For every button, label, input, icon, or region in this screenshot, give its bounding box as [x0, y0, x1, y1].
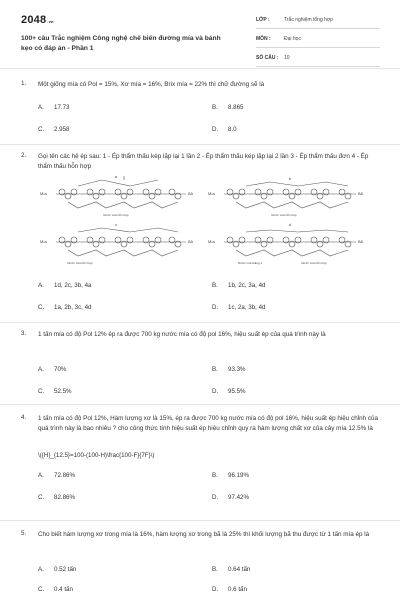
option-a[interactable]: A. 0.52 tấn [38, 566, 77, 573]
option-a[interactable]: A. 70% [38, 366, 67, 373]
option-d[interactable]: D. 95.5% [212, 388, 246, 395]
diagram-water-d2: Nước mía hỗn hợp [301, 261, 327, 265]
option-d[interactable]: D. 0.6 tấn [212, 586, 247, 593]
question-number: 3. [21, 330, 27, 337]
diagram-outlet-c: Bã [188, 239, 193, 244]
meta-subject-label: MÔN : [256, 36, 271, 42]
meta-subject-row [256, 33, 380, 48]
option-b[interactable]: B. 93.3% [212, 366, 246, 373]
option-a[interactable]: A. 72.86% [38, 472, 75, 479]
option-c[interactable]: C. 82.86% [38, 494, 75, 501]
question-text: 1 tấn mía có độ Pol 12%, Hàm lượng xơ là 15%, ép ra được 700 kg nước mía có độ pol 16%, hiệu suất ép hiệu chỉnh của quá trình này là bao nhiêu ? cho công thức tính hiệu suất ép hiệu chỉnh quy ra hàm lượng chất xơ của cây mía 12.5% là [38, 415, 378, 432]
option-b[interactable]: B. 8.865 [212, 104, 244, 111]
site-logo[interactable]: 2048.vn [21, 14, 54, 26]
meta-subject-value: Đại học [284, 36, 301, 42]
diagram-water-d1: Nước mía loãng 1 [237, 261, 263, 265]
meta-count-row [256, 52, 380, 67]
meta-class-row [256, 14, 380, 29]
option-d[interactable]: D. 8.0 [212, 126, 237, 133]
diagram-outlet-a: Bã [188, 191, 193, 196]
option-c[interactable]: C. 2.958 [38, 126, 70, 133]
formula-text: \({H}_{12.5}=100-(100-H)\frac{100-F}{7F}\) [38, 452, 155, 459]
question-divider [0, 144, 400, 145]
option-c[interactable]: C. 1a, 2b, 3c, 4d [38, 304, 92, 311]
press-system-diagram [38, 176, 378, 276]
option-a[interactable]: A. 17.73 [38, 104, 70, 111]
diagram-outlet-d: Bã [358, 239, 363, 244]
diagram-inlet-a: Mía [40, 191, 47, 196]
option-d[interactable]: D. 1c, 2a, 3b, 4d [212, 304, 266, 311]
question-text: Cho biết hàm lượng xơ trong mía là 16%, hàm lượng xơ trong bã là 25% thì khối lượng bã thu được từ 1 tấn mía ép là [38, 531, 370, 538]
diagram-inlet-b: Mía [208, 191, 215, 196]
option-a[interactable]: A. 1d, 2c, 3b, 4a [38, 282, 92, 289]
document-title: 100+ câu Trắc nghiệm Công nghệ chế biến đường mía và bánh kẹo có đáp án - Phần 1 [21, 35, 221, 52]
diagram-water-c: Nước mía hỗn hợp [67, 261, 93, 265]
diagram-label-d: d [288, 222, 292, 227]
diagram-inlet-c: Mía [40, 239, 47, 244]
diagram-inlet-d: Mía [208, 239, 215, 244]
document-header [0, 0, 400, 68]
question-number: 2. [21, 152, 27, 159]
question-text: Một giống mía có Pol = 15%, Xơ mía = 16%, Brix mía = 22% thì chữ đường sẽ là [38, 81, 265, 88]
diagram-outlet-b: Bã [358, 191, 363, 196]
meta-count-value: 10 [284, 55, 290, 61]
meta-count-label: SỐ CÂU : [256, 55, 279, 61]
diagram-water-b: Nước mía hỗn hợp [271, 213, 297, 217]
option-d[interactable]: D. 97.42% [212, 494, 249, 501]
document-meta [256, 14, 380, 71]
meta-class-value: Trắc nghiệm tổng hợp [284, 17, 333, 23]
diagram-label-b: b [288, 176, 292, 181]
diagram-label-c: c [115, 222, 117, 227]
question-number: 4. [21, 414, 27, 421]
meta-class-label: LỚP : [256, 17, 270, 23]
option-b[interactable]: B. 0.64 tấn [212, 566, 251, 573]
question-number: 1. [21, 80, 27, 87]
option-c[interactable]: C. 52.5% [38, 388, 72, 395]
header-divider [0, 68, 400, 69]
question-divider [0, 404, 400, 405]
diagram-label-a: a [114, 176, 118, 179]
question-text: Gọi tên các hệ ép sau: 1 - Ép thẩm thấu kép lặp lại 1 lần 2 - Ép thẩm thấu kép lặp lại 2 lần 3 - Ép thẩm thấu đơn 4 - Ép thẩm thấu hỗn hợp [38, 153, 369, 170]
question-number: 5. [21, 530, 27, 537]
option-b[interactable]: B. 96.19% [212, 472, 249, 479]
question-divider [0, 322, 400, 323]
option-c[interactable]: C. 0.4 tấn [38, 586, 73, 593]
question-text: 1 tấn mía có độ Pol 12% ép ra được 700 kg nước mía có độ pol 16%, hiệu suất ép của quá trình này là [38, 331, 326, 338]
option-b[interactable]: B. 1b, 2c, 3a, 4d [212, 282, 266, 289]
diagram-water-a: Nước mía hỗn hợp [103, 213, 129, 217]
question-divider [0, 520, 400, 521]
